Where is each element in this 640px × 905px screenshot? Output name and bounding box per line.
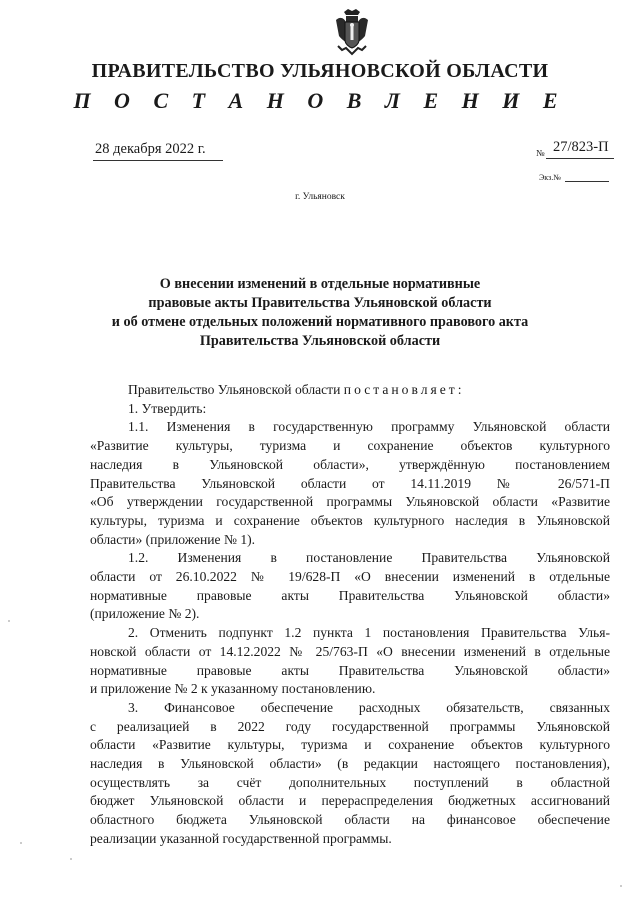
- intro-verb: постановляет:: [343, 382, 465, 397]
- paragraph-1-2-line: (приложение № 2).: [90, 606, 200, 622]
- document-subject: [80, 275, 560, 351]
- paragraph-2-line: и приложение № 2 к указанному постановлению.: [90, 681, 376, 697]
- scan-speck: [620, 885, 622, 887]
- paragraph-3-line: области «Развитие культуры, туризма и сохранение объектов культурного: [90, 737, 610, 753]
- paragraph-1-2-line: 1.2. Изменения в постановление Правительства Ульяновской: [128, 550, 610, 566]
- paragraph-2-line: новской области от 14.12.2022 № 25/763-П «О внесении изменений в отдельные: [90, 643, 610, 659]
- paragraph-1-1-line: культуры, туризма и сохранение объектов культурного наследия в Ульяновской: [90, 512, 610, 528]
- paragraph-3-line: 3. Финансовое обеспечение расходных обязательств, связанных: [128, 699, 610, 715]
- paragraph-1-1-line: Правительства Ульяновской области от 14.11.2019 № 26/571-П: [90, 475, 610, 491]
- paragraph-1-1-line: «Развитие культуры, туризма и сохранение объектов культурного: [90, 438, 610, 454]
- document-type-heading: П О С Т А Н О В Л Е Н И Е: [73, 88, 567, 113]
- scan-speck: [8, 620, 10, 622]
- paragraph-1-1-line: наследия в Ульяновской области», утверждённую постановлением: [90, 456, 610, 472]
- subject-line: и об отмене отдельных положений нормативного правового акта: [111, 314, 529, 330]
- document-number: 27/823-П: [553, 139, 609, 155]
- paragraph-1-1-line: 1.1. Изменения в государственную программу Ульяновской области: [128, 419, 610, 435]
- paragraph-1-1-line: области» (приложение № 1).: [90, 531, 256, 547]
- paragraph-1-1-line: «Об утверждении государственной программы Ульяновской области «Развитие: [90, 494, 610, 510]
- paragraph-3-line: областного бюджета Ульяновской области на финансовое обеспечение: [90, 812, 610, 828]
- paragraph-1-2-line: области от 26.10.2022 № 19/628-П «О внесении изменений в отдельные: [90, 569, 610, 585]
- paragraph-2-line: нормативные правовые акты Правительства Ульяновской области»: [90, 662, 610, 678]
- copy-number-underline: [565, 181, 609, 182]
- paragraph-3-line: бюджет Ульяновской области и перераспределения бюджетных ассигнований: [90, 793, 610, 809]
- intro-prefix: Правительство Ульяновской области: [128, 382, 344, 397]
- subject-line: Правительства Ульяновской области: [199, 333, 441, 349]
- document-date: 28 декабря 2022 г.: [95, 141, 206, 157]
- city-label: г. Ульяновск: [295, 192, 345, 202]
- paragraph-1-2-line: нормативные правовые акты Правительства Ульяновской области»: [90, 587, 610, 603]
- subject-line: правовые акты Правительства Ульяновской области: [148, 295, 492, 311]
- coat-of-arms-emblem: [332, 6, 372, 58]
- number-underline: [546, 158, 614, 159]
- scan-speck: [70, 858, 72, 860]
- paragraph-1: 1. Утвердить:: [128, 400, 207, 416]
- government-title: ПРАВИТЕЛЬСТВО УЛЬЯНОВСКОЙ ОБЛАСТИ: [91, 60, 549, 82]
- paragraph-3-line: с реализацией в 2022 году государственной программы Ульяновской: [90, 718, 610, 734]
- paragraph-3-line: реализации указанной государственной программы.: [90, 830, 392, 846]
- paragraph-3-line: осуществлять за счёт дополнительных поступлений в областной: [90, 774, 610, 790]
- number-label: №: [536, 148, 545, 158]
- paragraph-2-line: 2. Отменить подпункт 1.2 пункта 1 постановления Правительства Улья-: [128, 625, 610, 641]
- subject-line: О внесении изменений в отдельные нормативные: [159, 276, 481, 292]
- scan-speck: [20, 842, 22, 844]
- copy-number-label: Экз.№: [539, 173, 561, 182]
- paragraph-3-line: наследия в Ульяновской области» (в редакции настоящего постановления),: [90, 756, 610, 772]
- intro-line: [90, 381, 610, 400]
- document-body: [90, 381, 610, 849]
- date-underline: [93, 160, 223, 161]
